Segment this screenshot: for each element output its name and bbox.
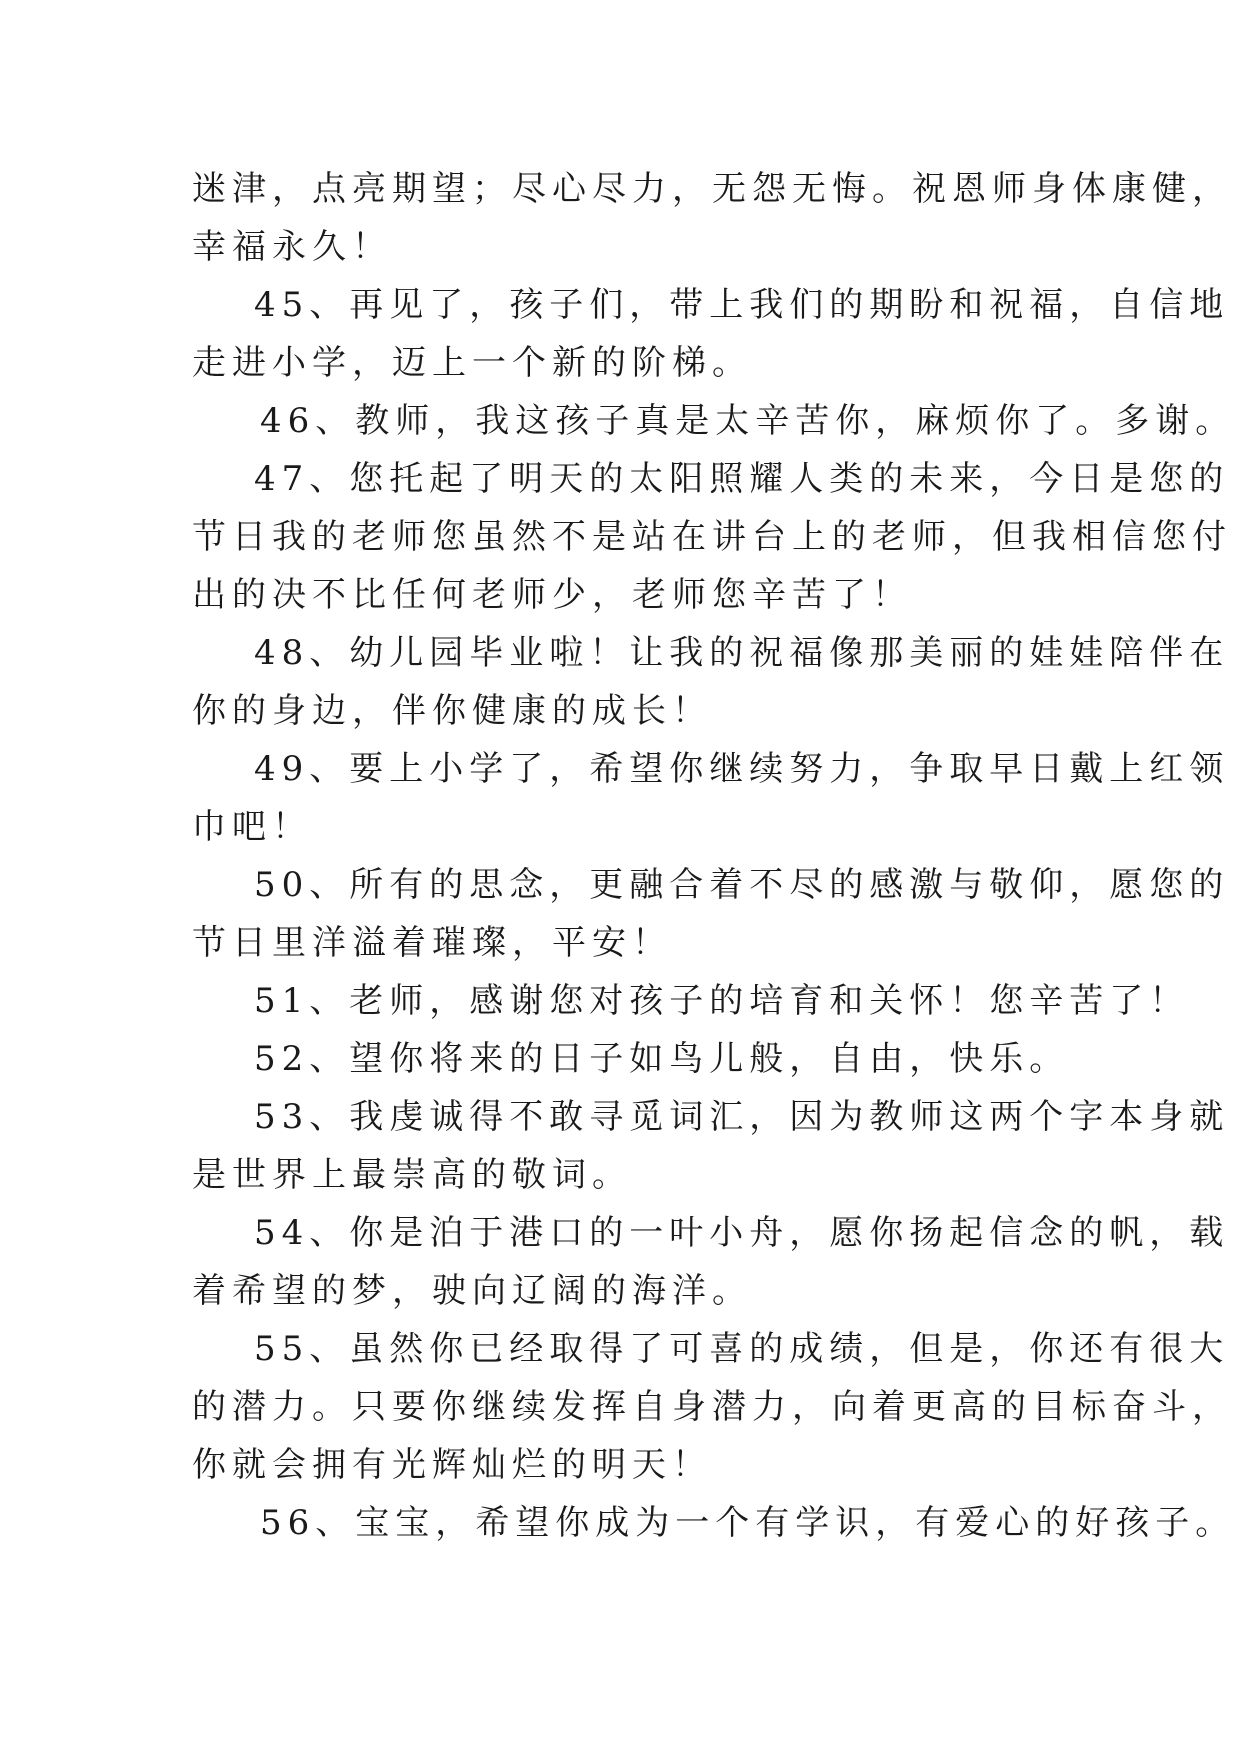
- item-49-line: 49、要上小学了，希望你继续努力，争取早日戴上红领: [254, 749, 1230, 789]
- text-line: 出的决不比任何老师少，老师您辛苦了！: [192, 575, 912, 615]
- text-line: 幸福永久！: [192, 227, 392, 267]
- item-48-line: 48、幼儿园毕业啦！让我的祝福像那美丽的娃娃陪伴在: [254, 633, 1230, 673]
- text-line: 迷津，点亮期望；尽心尽力，无怨无悔。祝恩师身体康健，: [192, 169, 1232, 209]
- text-line: 走进小学，迈上一个新的阶梯。: [192, 343, 752, 383]
- text-line: 节日我的老师您虽然不是站在讲台上的老师，但我相信您付: [192, 517, 1232, 557]
- text-line: 节日里洋溢着璀璨，平安！: [192, 923, 672, 963]
- text-line: 的潜力。只要你继续发挥自身潜力，向着更高的目标奋斗，: [192, 1387, 1232, 1427]
- item-47-line: 47、您托起了明天的太阳照耀人类的未来，今日是您的: [254, 459, 1230, 499]
- item-53-line: 53、我虔诚得不敢寻觅词汇，因为教师这两个字本身就: [254, 1097, 1230, 1137]
- text-line: 你就会拥有光辉灿烂的明天！: [192, 1445, 712, 1485]
- text-line: 你的身边，伴你健康的成长！: [192, 691, 712, 731]
- item-54-line: 54、你是泊于港口的一叶小舟，愿你扬起信念的帆，载: [254, 1213, 1230, 1253]
- item-52-line: 52、望你将来的日子如鸟儿般，自由，快乐。: [254, 1039, 1070, 1079]
- item-46-line: 46、教师，我这孩子真是太辛苦你，麻烦你了。多谢。: [260, 401, 1236, 441]
- item-45-line: 45、再见了，孩子们，带上我们的期盼和祝福，自信地: [254, 285, 1230, 325]
- text-line: 着希望的梦，驶向辽阔的海洋。: [192, 1271, 752, 1311]
- item-56-line: 56、宝宝，希望你成为一个有学识，有爱心的好孩子。: [260, 1503, 1236, 1543]
- item-55-line: 55、虽然你已经取得了可喜的成绩，但是，你还有很大: [254, 1329, 1230, 1369]
- text-line: 巾吧！: [192, 807, 312, 847]
- text-line: 是世界上最崇高的敬词。: [192, 1155, 632, 1195]
- item-50-line: 50、所有的思念，更融合着不尽的感激与敬仰，愿您的: [254, 865, 1230, 905]
- item-51-line: 51、老师，感谢您对孩子的培育和关怀！您辛苦了！: [254, 981, 1190, 1021]
